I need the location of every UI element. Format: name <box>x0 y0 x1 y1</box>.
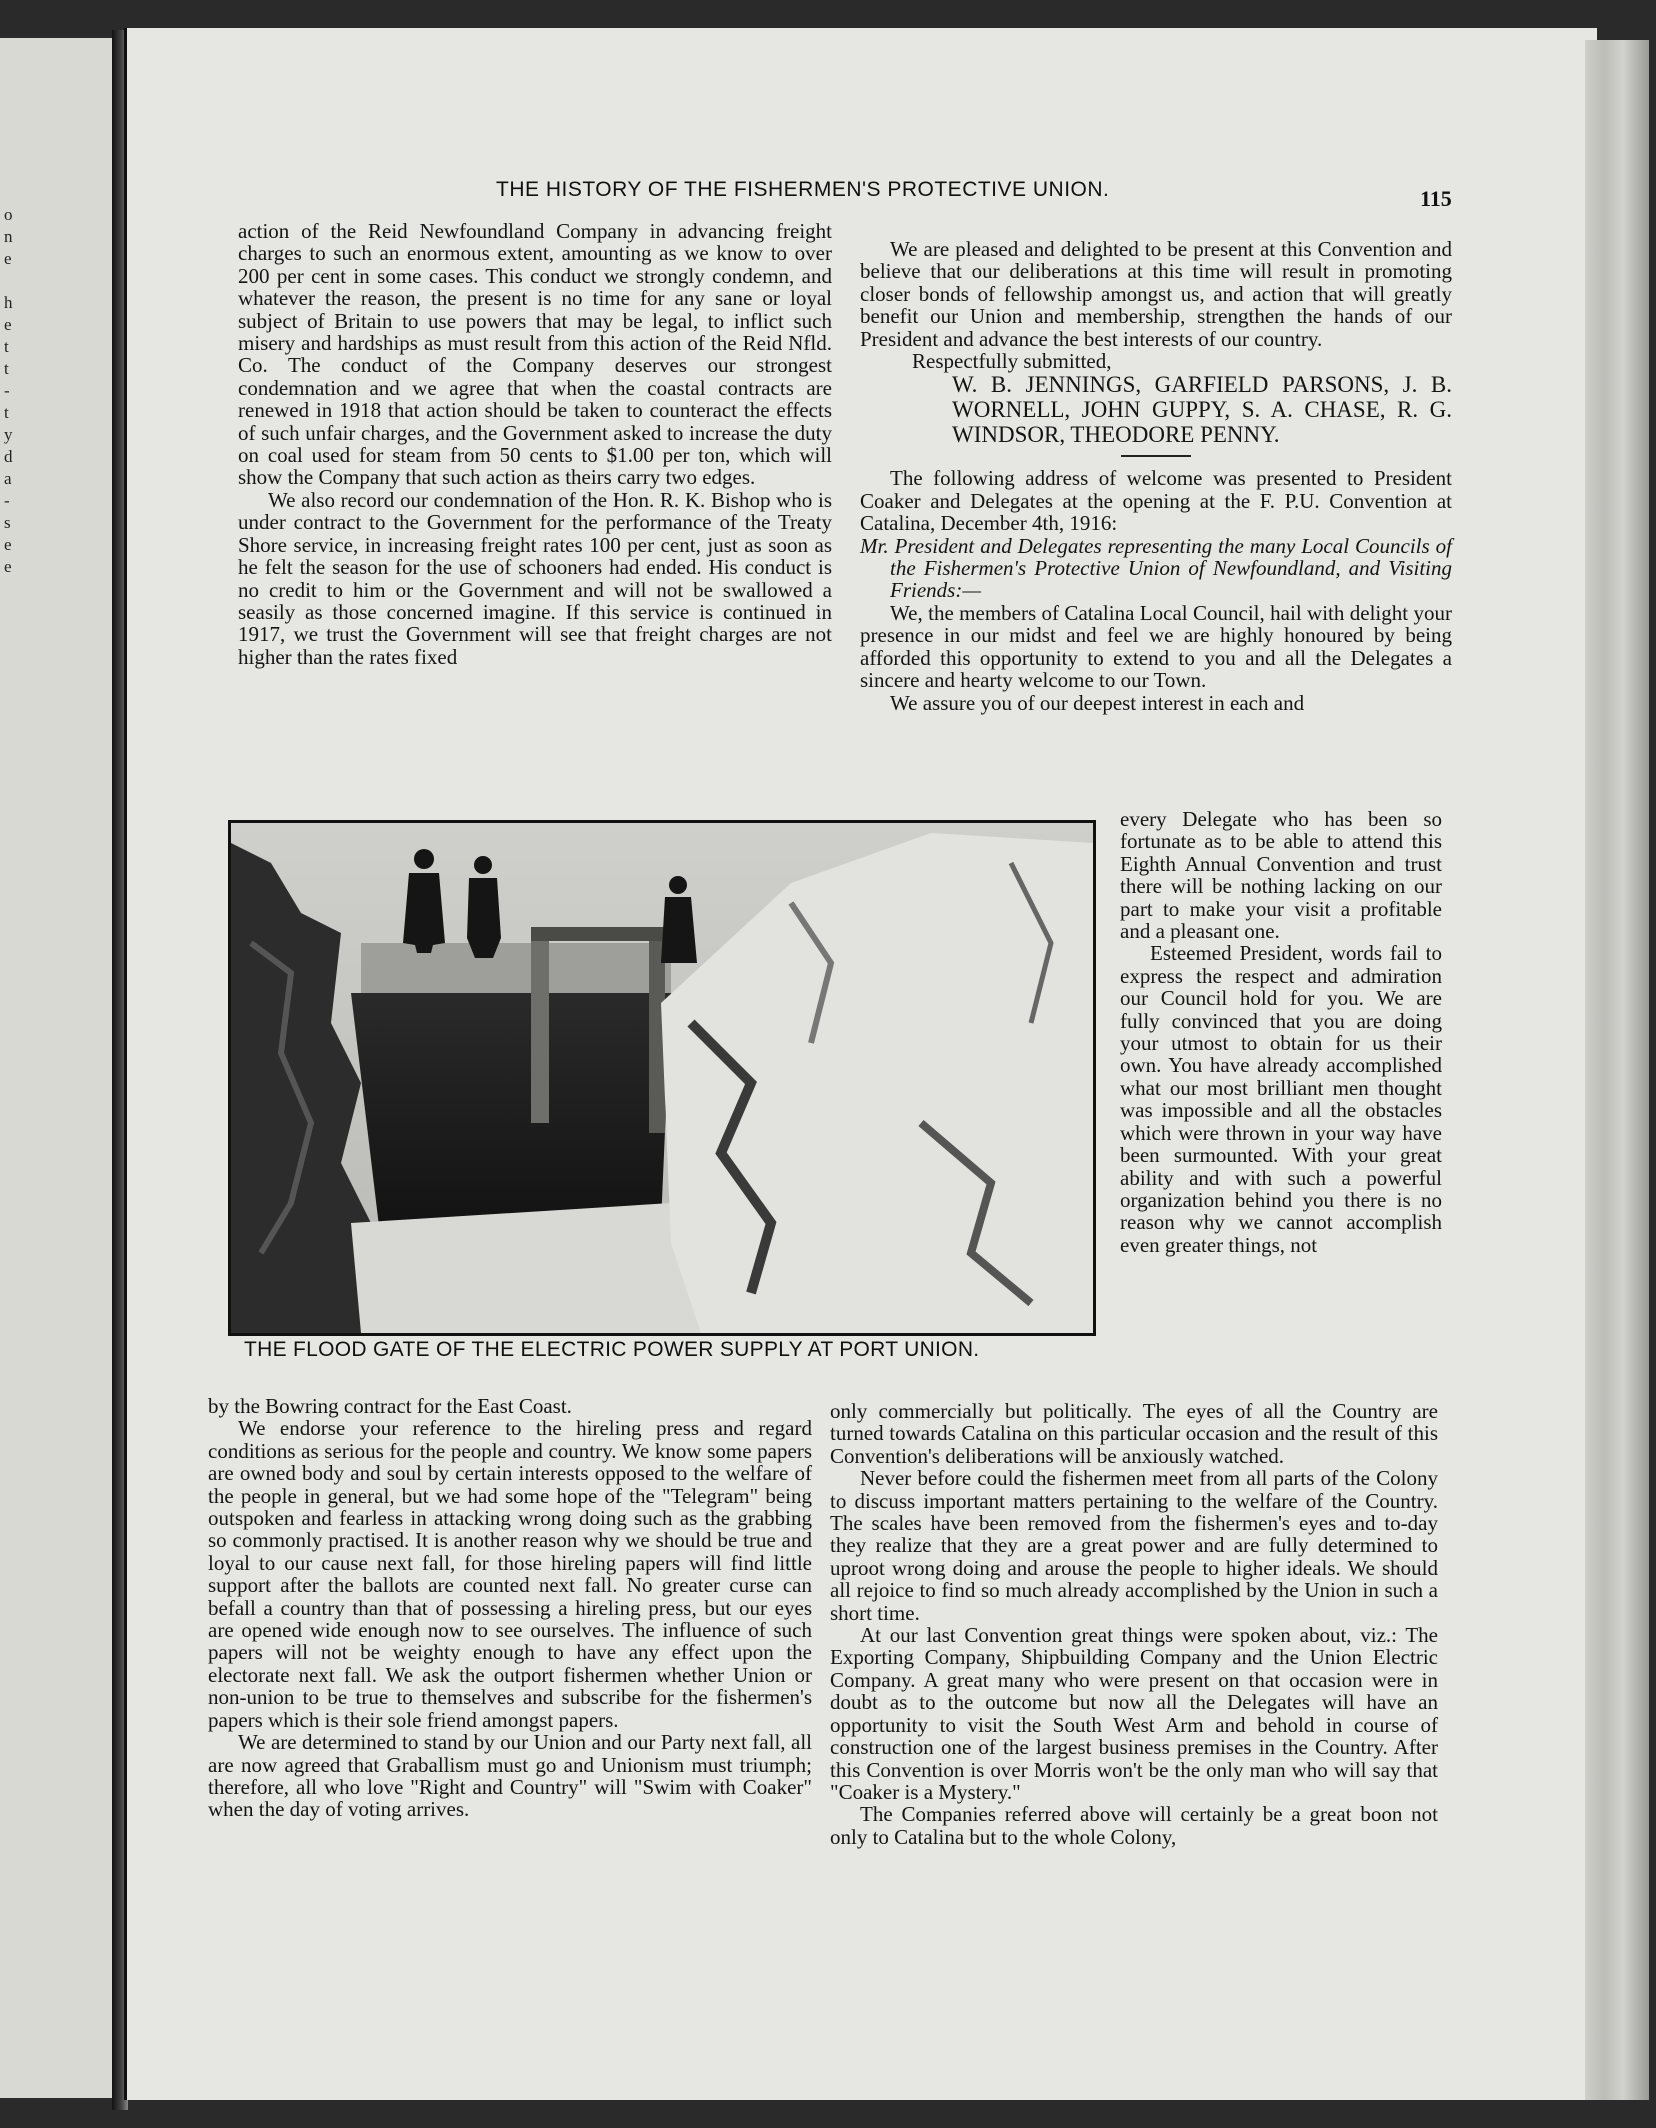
paragraph: action of the Reid Newfoundland Company in advancing freight charges to such an enormous extent, amounting as we know to over 200 per cent in some cases. This conduct we strongly condemn, and whatever the reason, the present is no time for any sane or loyal subject of Britain to use powers that may be legal, to inflict such misery and hardships as must result from this action of the Reid Nfld. Co. The conduct of the Company deserves our strongest condemnation and we agree that when the coastal contracts are renewed in 1918 that action should be taken to counteract the effects of such unfair charges, and the Government asked to increase the duty on coal used for steam from 50 cents to $1.00 per ton, which will show the Company that such action as theirs carry two edges. <box>238 219 832 490</box>
paragraph: every Delegate who has been so fortunate as to be able to attend this Eighth Annual Convention and trust there will be nothing lacking on our part to make your visit a profitable and a pleasant one. <box>1120 807 1442 944</box>
left-fragment: e <box>4 315 12 334</box>
left-fragment: h <box>4 293 13 312</box>
paragraph: We endorse your reference to the hireling press and regard conditions as serious for the people and country. We know some papers are owned body and soul by certain interests opposed to the welfare of the people in general, but we had some hope of the "Telegram" being outspoken and fearless in attacking wrong doing such as the grabbing so commonly practised. It is another reason why we should be true and loyal to our cause next fall, for those hireling papers will find little support after the ballots are counted next fall. No greater curse can befall a country than that of possessing a hireling press, but our eyes are opened wide enough now to see ourselves. The influence of such papers will not be weighty enough to have any effect upon the electorate next fall. We ask the outport fishermen whether Union or non-union to be true to themselves and subscribe for the fishermen's papers which is their sole friend amongst papers. <box>208 1416 812 1732</box>
paragraph: only commercially but politically. The eyes of all the Country are turned towards Catalina on this particular occasion and the result of this Convention's deliberations will be anxiously watched. <box>830 1399 1438 1468</box>
page-edge-shadow <box>1585 40 1649 2100</box>
left-fragment: s <box>4 513 11 532</box>
adjacent-page-sliver <box>0 38 118 2098</box>
left-fragment: y <box>4 425 13 444</box>
column-right-bottom <box>830 1400 1438 1848</box>
photo-caption: THE FLOOD GATE OF THE ELECTRIC POWER SUPPLY AT PORT UNION. <box>244 1338 980 1361</box>
left-fragment: - <box>4 381 10 400</box>
left-fragment: t <box>4 403 9 422</box>
left-fragment: t <box>4 337 9 356</box>
running-header: THE HISTORY OF THE FISHERMEN'S PROTECTIVE UNION. <box>496 178 1110 201</box>
left-fragment: - <box>4 491 10 510</box>
paragraph: Esteemed President, words fail to express the respect and admiration our Council hold for you. We are fully convinced that you are doing your utmost to obtain for us their own. You have already accomplished what our most brilliant men thought was impossible and all the obstacles which were thrown in your way have been surmounted. With your great ability and with such a powerful organization behind you there is no reason why we cannot accomplish even greater things, not <box>1120 941 1442 1257</box>
left-fragment: e <box>4 557 12 576</box>
column-left-bottom <box>208 1395 812 1821</box>
paragraph: At our last Convention great things were spoken about, viz.: The Exporting Company, Shipbuilding Company and the Union Electric Company. A great many who were present on that occasion were in doubt as to the outcome but now all the Delegates will have an opportunity to visit the South West Arm and behold in course of construction one of the largest business premises in the Country. After this Convention is over Morris won't be the only man who will say that "Coaker is a Mystery." <box>830 1623 1438 1804</box>
left-fragment: d <box>4 447 13 466</box>
photo-illustration <box>231 823 1093 1333</box>
paragraph: We are pleased and delighted to be present at this Convention and believe that our deliberations at this time will result in promoting closer bonds of fellowship amongst us, and action that will greatly benefit our Union and membership, strengthen the hands of our President and advance the best interests of our country. <box>860 237 1452 351</box>
column-beside-photo <box>1120 808 1442 1256</box>
salutation: Mr. President and Delegates representing the many Local Councils of the Fishermen's Protective Union of Newfoundland, and Visiting Friends:— <box>860 533 1452 603</box>
divider <box>1121 455 1191 457</box>
page-number: 115 <box>1420 186 1452 211</box>
flood-gate-photo <box>228 820 1096 1336</box>
submitted-line: Respectfully submitted, <box>912 349 1112 374</box>
paragraph: We, the members of Catalina Local Council, hail with delight your presence in our midst and feel we are highly honoured by being afforded this opportunity to extend to you and all the Delegates a sincere and hearty welcome to our Town. <box>860 600 1452 693</box>
left-fragment: e <box>4 249 12 268</box>
paragraph: We are determined to stand by our Union and our Party next fall, all are now agreed that Graballism must go and Unionism must triumph; therefore, all who love "Right and Country" will "Swim with Coaker" when the day of voting arrives. <box>208 1730 812 1822</box>
column-right-top <box>860 238 1452 714</box>
left-fragment: e <box>4 535 12 554</box>
left-fragment: a <box>4 469 12 488</box>
paragraph: The Companies referred above will certainly be a great boon not only to Catalina but to the whole Colony, <box>830 1802 1438 1849</box>
paragraph: The following address of welcome was presented to President Coaker and Delegates at the opening at the F. P.U. Convention at Catalina, December 4th, 1916: <box>860 466 1452 536</box>
paragraph: Never before could the fishermen meet from all parts of the Colony to discuss important matters pertaining to the welfare of the Country. The scales have been removed from the fishermen's eyes and to-day they realize that they are a great power and are fully determined to uproot wrong doing and arouse the people to higher ideals. We should all rejoice to find so much already accomplished by the Union in such a short time. <box>830 1466 1438 1625</box>
paragraph: We also record our condemnation of the Hon. R. K. Bishop who is under contract to the Government for the performance of the Treaty Shore service, in increasing freight rates 100 per cent, just as soon as he felt the season for the use of schooners had ended. His conduct is no credit to him or the Government and will not be swallowed a seasily as those concerned imagine. If this service is continued in 1917, we trust the Government will see that freight charges are not higher than the rates fixed <box>238 487 832 669</box>
left-fragment: n <box>4 227 13 246</box>
left-fragment: o <box>4 205 13 224</box>
paragraph: by the Bowring contract for the East Coast. <box>208 1394 572 1418</box>
column-left-top <box>238 220 832 668</box>
signatories: W. B. JENNINGS, GARFIELD PARSONS, J. B. WORNELL, JOHN GUPPY, S. A. CHASE, R. G. WINDSOR, THEODORE PENNY. <box>952 372 1452 448</box>
left-fragment: t <box>4 359 9 378</box>
paragraph: We assure you of our deepest interest in each and <box>890 690 1305 715</box>
